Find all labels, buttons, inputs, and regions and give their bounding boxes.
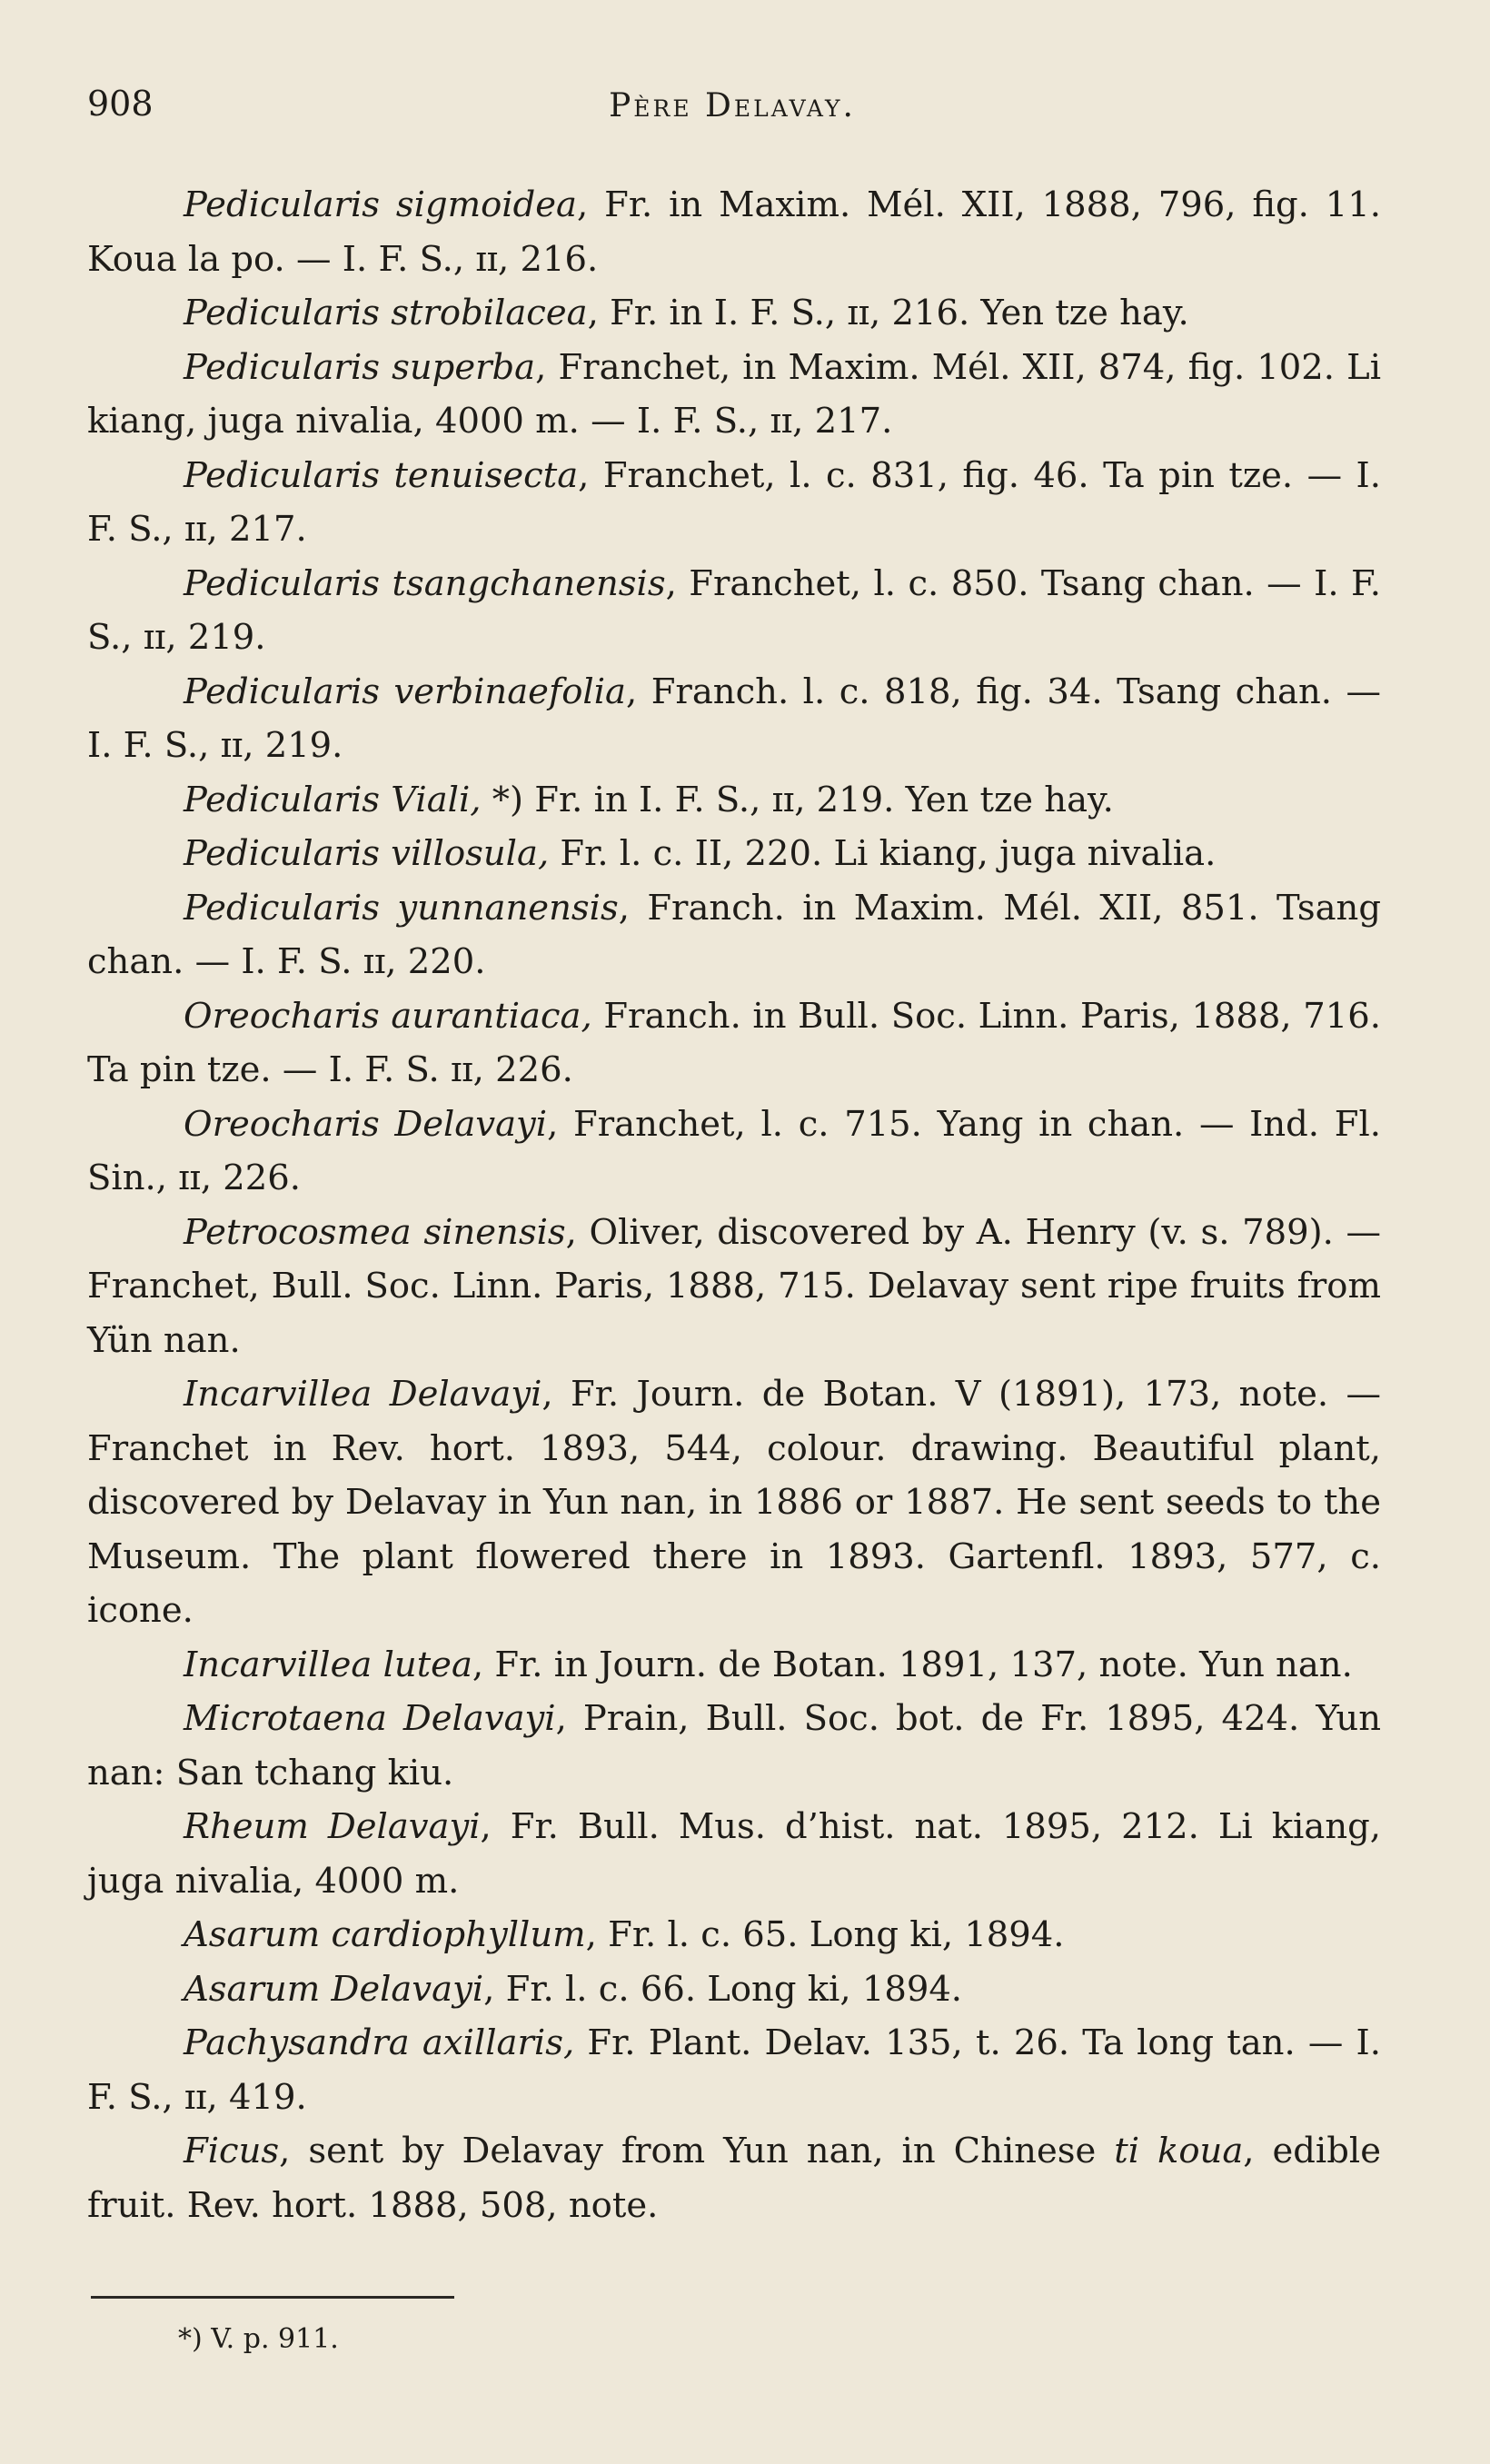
page-number: 908 [87, 84, 154, 124]
entry-text: , Oliver, discovered by A. Henry (v. s. 789). — Franchet, Bull. Soc. Linn. Paris, 1888, 715. Delavay sent ripe fruits from Yün nan. [87, 1211, 1381, 1361]
entry-text: , Franchet, in Maxim. Mél. XII, 874, fig. 102. Li kiang, juga nivalia, 4000 m. — I. F. S., ɪɪ, 217. [87, 346, 1382, 442]
entry [87, 286, 1381, 341]
entry [87, 881, 1381, 989]
footnote-rule [91, 2296, 454, 2299]
entry-text: , Fr. Journ. de Botan. V (1891), 173, note. — Franchet in Rev. hort. 1893, 544, colour. drawing. Beautiful plant, discovered by Delavay in Yun nan, in 1886 or 1887. He sent seeds to the Museum. The plant flowered there in 1893. Gartenfl. 1893, 577, c. icone. [87, 1374, 1381, 1631]
entry-text: , sent by Delavay from Yun nan, in Chinese [279, 2131, 1115, 2171]
taxon-name: Oreocharis aurantiaca, [184, 995, 592, 1037]
entry [87, 1638, 1381, 1693]
entry-text: , Fr. l. c. 66. Long ki, 1894. [483, 1968, 963, 2010]
entry-text: Franch. in Bull. Soc. Linn. Paris, 1888, 716. Ta pin tze. — I. F. S. ɪɪ, 226. [87, 995, 1381, 1090]
taxon-name: Petrocosmea sinensis [184, 1211, 566, 1253]
entry-text: , edible fruit. Rev. hort. 1888, 508, note. [87, 2131, 1381, 2226]
taxon-name: Asarum cardiophyllum [184, 1914, 586, 1955]
taxon-name: Rheum Delavayi [184, 1806, 481, 1847]
entry [87, 1692, 1381, 1800]
body-text [87, 178, 1381, 2232]
entry [87, 341, 1381, 449]
entry-text: , Fr. Bull. Mus. d’hist. nat. 1895, 212. Li kiang, juga nivalia, 4000 m. [87, 1806, 1381, 1902]
footnote: *) V. p. 911. [178, 2323, 339, 2355]
entry-text: , Franchet, l. c. 831, fig. 46. Ta pin tze. — I. F. S., ɪɪ, 217. [87, 454, 1381, 550]
entry-text: , Fr. l. c. 65. Long ki, 1894. [585, 1914, 1065, 1955]
taxon-name: Pedicularis tenuisecta [184, 454, 579, 496]
page-header [87, 84, 1377, 138]
entry-text: , Franchet, l. c. 715. Yang in chan. — Ind. Fl. Sin., ɪɪ, 226. [87, 1103, 1382, 1198]
entry [87, 665, 1381, 773]
entry-text: , Fr. in Journ. de Botan. 1891, 137, note. Yun nan. [472, 1644, 1353, 1685]
taxon-name: Pedicularis villosula, [184, 833, 550, 874]
taxon-name: Oreocharis Delavayi [184, 1103, 548, 1145]
taxon-name: Pedicularis sigmoidea [184, 184, 577, 225]
entry-text: , Fr. in I. F. S., ɪɪ, 216. Yen tze hay. [587, 293, 1189, 333]
taxon-name: Incarvillea lutea [184, 1644, 472, 1685]
entry [87, 1098, 1381, 1206]
taxon-name: Asarum Delavayi [184, 1968, 484, 2010]
entry-text: *) Fr. in I. F. S., ɪɪ, 219. Yen tze hay. [481, 779, 1114, 820]
entry-text: , Prain, Bull. Soc. bot. de Fr. 1895, 424. Yun nan: San tchang kiu. [87, 1698, 1381, 1793]
entry-text: Fr. Plant. Delav. 135, t. 26. Ta long tan. — I. F. S., ɪɪ, 419. [87, 2022, 1381, 2118]
taxon-name: Pedicularis superba [184, 346, 536, 388]
entry [87, 178, 1381, 286]
entry-text: Fr. l. c. II, 220. Li kiang, juga nivalia. [549, 833, 1217, 874]
taxon-name: Ficus [184, 2131, 280, 2171]
entry [87, 1908, 1381, 1962]
entry-ficus [87, 2124, 1381, 2232]
taxon-name: Pedicularis strobilacea [184, 293, 588, 333]
entry [87, 557, 1381, 665]
running-head: Père Delavay. [609, 87, 856, 124]
taxon-name: Pedicularis yunnanensis [184, 887, 619, 929]
taxon-name: Incarvillea Delavayi [184, 1374, 542, 1415]
entry [87, 1800, 1381, 1908]
chinese-name: ti koua [1114, 2131, 1244, 2171]
entry [87, 449, 1381, 557]
entry-text: , Franch. in Maxim. Mél. XII, 851. Tsang chan. — I. F. S. ɪɪ, 220. [87, 887, 1381, 982]
entry-text: , Franchet, l. c. 850. Tsang chan. — I. F. S., ɪɪ, 219. [87, 562, 1381, 658]
taxon-name: Microtaena Delavayi [184, 1698, 556, 1739]
entry [87, 2016, 1381, 2124]
entry-text: , Franch. l. c. 818, fig. 34. Tsang chan. — I. F. S., ɪɪ, 219. [87, 671, 1381, 766]
entry [87, 1367, 1381, 1638]
entry [87, 989, 1381, 1098]
taxon-name: Pedicularis verbinaefolia [184, 671, 626, 712]
entry [87, 1206, 1381, 1368]
taxon-name: Pedicularis Viali, [184, 779, 482, 820]
taxon-name: Pedicularis tsangchanensis [184, 562, 666, 604]
entry [87, 773, 1381, 828]
entry [87, 827, 1381, 881]
entry-text: , Fr. in Maxim. Mél. XII, 1888, 796, fig. 11. Koua la po. — I. F. S., ɪɪ, 216. [87, 184, 1382, 280]
entry [87, 1962, 1381, 2017]
taxon-name: Pachysandra axillaris, [184, 2022, 575, 2063]
